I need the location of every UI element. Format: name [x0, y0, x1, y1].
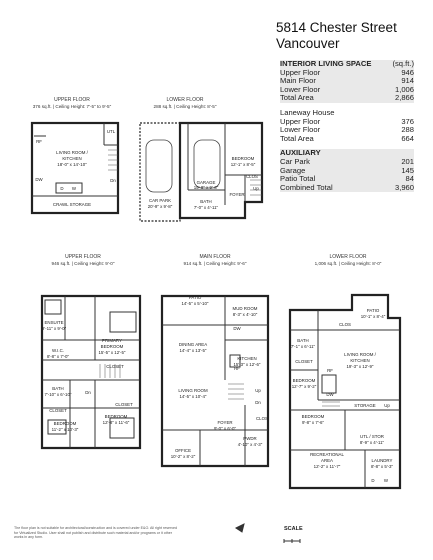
room-label: 7'-1" x 6'-11" — [290, 344, 316, 349]
room-label: DW — [233, 326, 241, 331]
room-label: Up — [253, 186, 259, 191]
room-label: 12'-1" x 8'-5" — [230, 162, 256, 167]
room-label: BEDROOM — [53, 421, 77, 426]
room-label: 8'-3" x 4'-10" — [232, 312, 258, 317]
room-label: OFFICE — [174, 448, 192, 453]
room-label: 10'-2" x 8'-2" — [170, 454, 196, 459]
room-label: Up — [384, 403, 390, 408]
plan-wall — [322, 375, 336, 393]
room-label: RF — [36, 139, 42, 144]
room-label: UTL / STOR — [360, 434, 384, 439]
room-label: BEDROOM — [231, 156, 255, 161]
lane-upper-header: UPPER FLOOR 376 sq.ft. | Ceiling Height: 7'-5" to 9'-5" — [32, 97, 112, 109]
area-row: Patio Total 84 — [280, 174, 414, 184]
room-label: 8'-8" x 7'-0" — [46, 354, 70, 359]
area-row: Upper Floor 376 — [280, 116, 414, 126]
room-label: CLOS — [256, 416, 268, 421]
room-label: DINING AREA — [178, 342, 208, 347]
room-label: LAUNDRY — [371, 458, 393, 463]
room-label: 9'-8" x 7'-6" — [301, 420, 325, 425]
room-label: FOYER — [217, 420, 233, 425]
room-label: KITCHEN — [62, 156, 82, 161]
room-label: 15'-3" x 12'-6" — [233, 362, 261, 367]
room-label: DW — [35, 177, 43, 182]
room-label: UTL — [106, 129, 116, 134]
room-label: LIVING ROOM / — [56, 150, 88, 155]
room-label: Dn — [110, 178, 116, 183]
room-label: 15'-8" x 9'-3" — [193, 185, 219, 190]
room-label: 8'-8" x 5'-3" — [370, 464, 394, 469]
room-label: KITCHEN — [350, 358, 370, 363]
room-label: W — [71, 186, 77, 191]
room-label: RF — [234, 366, 240, 371]
plan-wall — [236, 524, 244, 532]
area-unit: (sq.ft.) — [392, 59, 414, 68]
main-main-header: MAIN FLOOR 914 sq.ft. | Ceiling Height: 9'-6" — [183, 254, 247, 266]
room-label: LIVING ROOM / — [344, 352, 376, 357]
room-label: PRIMARY — [102, 338, 122, 343]
laneway-title: Laneway House — [280, 107, 335, 117]
room-label: 12'-2" x 11'-7" — [313, 464, 341, 469]
plan-wall — [45, 300, 61, 314]
room-label: 12'-7" x 9'-2" — [291, 384, 317, 389]
room-label: BEDROOM — [292, 378, 316, 383]
room-label: CAR PARK — [148, 198, 172, 203]
room-label: D — [60, 186, 64, 191]
main-lower-header: LOWER FLOOR 1,006 sq.ft. | Ceiling Height: 8'-0" — [314, 254, 382, 266]
room-label: 11'-2" x 10'-3" — [51, 427, 79, 432]
room-label: FOYER — [229, 192, 245, 197]
room-label: CLOSET — [106, 364, 124, 369]
room-label: GARAGE — [196, 180, 216, 185]
room-label: 15'-5" x 12'-5" — [98, 350, 126, 355]
area-row: Total Area 2,866 — [280, 93, 414, 103]
room-label: 8'-9" x 4'-11" — [359, 440, 385, 445]
room-label: 12'-8" x 11'-6" — [102, 420, 130, 425]
room-label: CRAWL STORAGE — [52, 202, 92, 207]
room-label: 9'-11" x 9'-0" — [41, 326, 67, 331]
lane-lower-outline — [180, 123, 262, 218]
room-label: CLOSET — [115, 402, 133, 407]
plan-wall — [110, 312, 136, 332]
room-label: PWDR — [243, 436, 257, 441]
room-label: 4'-10" x 4'-3" — [237, 442, 263, 447]
room-label: LIVING ROOM — [178, 388, 208, 393]
room-label: D — [371, 478, 375, 483]
room-label: 19'-3" x 12'-9" — [346, 364, 374, 369]
room-label: ENSUITE — [44, 320, 64, 325]
scale-bar-icon — [284, 539, 300, 543]
room-label: 14'-4" x 13'-5" — [179, 348, 207, 353]
main-upper-header: UPPER FLOOR 946 sq.ft. | Ceiling Height: 9'-0" — [51, 254, 115, 266]
room-label: W.I.C. — [52, 348, 64, 353]
room-label: Up — [255, 388, 261, 393]
room-label: Dn — [255, 400, 261, 405]
auxiliary-title: AUXILIARY — [280, 148, 321, 158]
scale-label: SCALE — [284, 526, 303, 532]
area-row: Car Park 201 — [280, 156, 414, 166]
area-row: Lower Floor 288 — [280, 125, 414, 135]
room-label: PATIO — [188, 295, 202, 300]
area-row: Garage 145 — [280, 165, 414, 175]
interior-title: INTERIOR LIVING SPACE — [280, 59, 372, 68]
room-label: DW — [326, 392, 334, 397]
room-label: Dn — [85, 390, 91, 395]
room-label: BEDROOM — [104, 414, 128, 419]
area-row: Upper Floor 946 — [280, 67, 414, 77]
room-label: 10'-1" x 8'-4" — [360, 314, 386, 319]
room-label: 7'-0" x 4'-11" — [193, 205, 219, 210]
room-label: PATIO — [366, 308, 380, 313]
car-icon — [146, 140, 172, 192]
disclaimer: The floor plan is not suitable for architectural/construction and is covered under E&O. All right reserved for Virtualized Studio. User shall not publish and distribute such material and/or programs or it other works in any form. — [14, 526, 177, 540]
room-label: BATH — [52, 386, 64, 391]
area-row: Lower Floor 1,006 — [280, 84, 414, 94]
room-label: CLOS — [339, 322, 351, 327]
room-label: MUD ROOM — [232, 306, 258, 311]
room-label: CLOSET — [295, 359, 313, 364]
room-label: 14'-5" x 10'-4" — [179, 394, 207, 399]
room-label: 7'-10" x 6'-10" — [44, 392, 72, 397]
room-label: BATH — [200, 199, 212, 204]
room-label: RECREATIONAL — [310, 452, 344, 457]
address-street: 5814 Chester Street — [276, 20, 397, 35]
lane-lower-header: LOWER FLOOR 288 sq.ft. | Ceiling Height: 8'-5" — [153, 97, 217, 109]
room-label: RF — [327, 368, 333, 373]
room-label: KITCHEN — [237, 356, 257, 361]
room-label: 9'-0" x 6'-0" — [213, 426, 237, 431]
compass-icon — [236, 524, 244, 532]
room-label: CLOSET — [49, 408, 67, 413]
room-label: BATH — [297, 338, 309, 343]
room-label: CLOS — [246, 174, 258, 179]
room-label: 14'-5" x 5'-10" — [181, 301, 209, 306]
room-label: BEDROOM — [100, 344, 124, 349]
room-label: STORAGE — [354, 403, 376, 408]
area-row: Main Floor 914 — [280, 76, 414, 86]
area-row: Total Area 664 — [280, 133, 414, 143]
address-city: Vancouver — [276, 36, 340, 51]
room-label: 20'-9" x 9'-8" — [147, 204, 173, 209]
room-label: AREA — [321, 458, 333, 463]
room-label: BEDROOM — [301, 414, 325, 419]
room-label: 18'-0" x 14'-10" — [57, 162, 87, 167]
area-row: Combined Total 3,960 — [280, 182, 414, 192]
room-label: W — [383, 478, 389, 483]
